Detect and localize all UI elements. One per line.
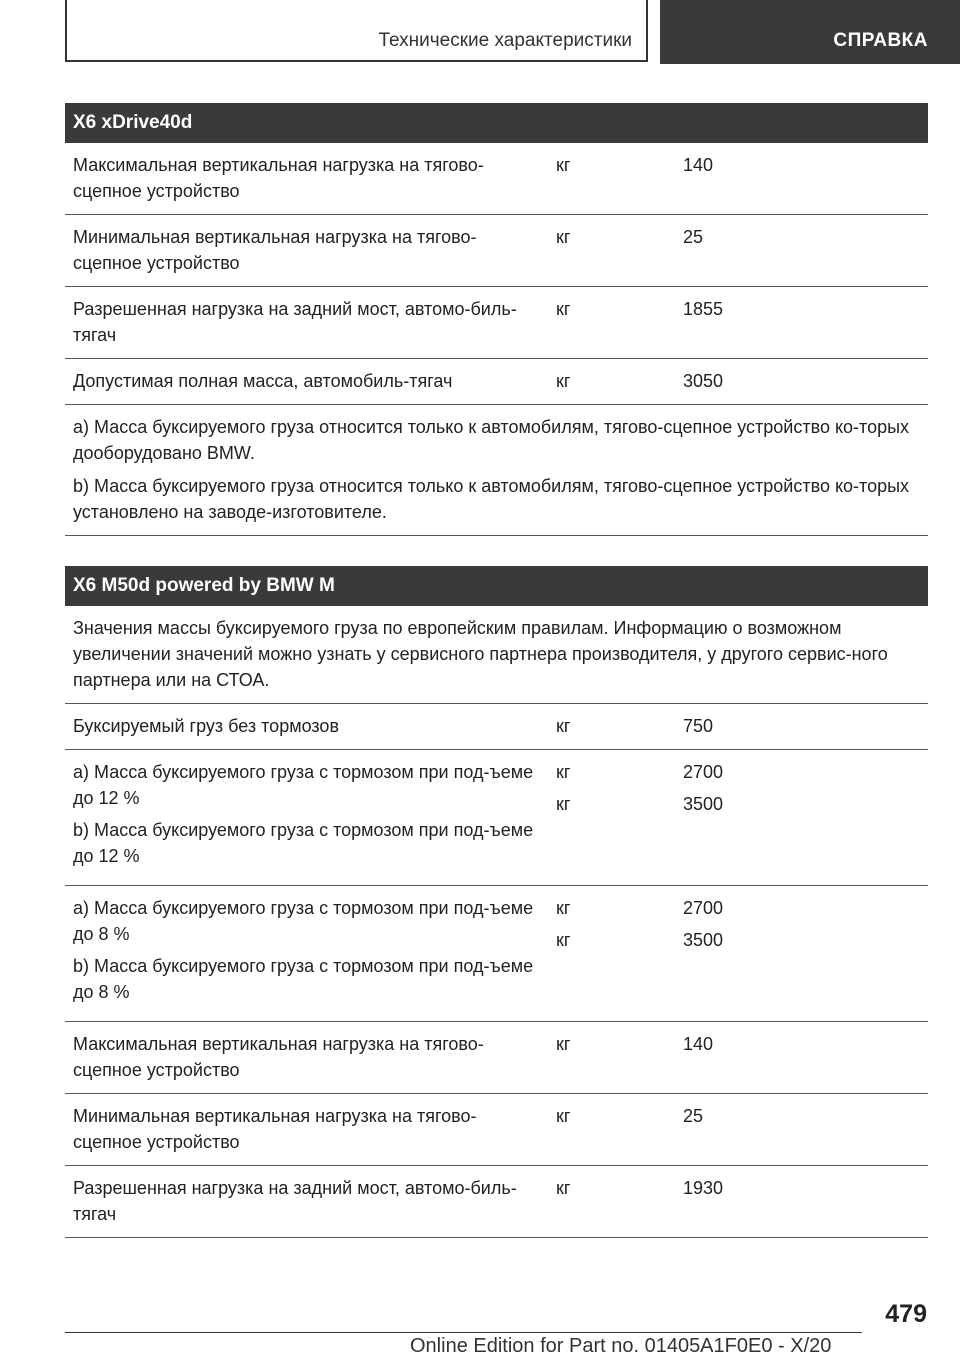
footnote-a: a) Масса буксируемого груза относится только к автомобилям, тягово-сцепное устройство ко-торых дооборудовано BMW. <box>73 417 910 463</box>
row-value: 25 <box>683 1106 704 1126</box>
row-unit-a: кг <box>556 762 571 782</box>
table-row <box>65 1094 928 1166</box>
row-label-a: a) Масса буксируемого груза с тормозом при под-ъеме до 8 % <box>73 898 534 944</box>
header-section-box <box>65 0 648 62</box>
row-unit: кг <box>556 716 571 736</box>
table-row <box>65 359 928 405</box>
row-value: 140 <box>683 155 714 175</box>
table-title: X6 M50d powered by BMW M <box>65 566 928 606</box>
row-value-a: 2700 <box>683 762 724 782</box>
table-row <box>65 215 928 287</box>
chapter-tab-label: СПРАВКА <box>833 30 928 51</box>
row-label: Разрешенная нагрузка на задний мост, автомо-биль-тягач <box>73 299 517 345</box>
row-label-b: b) Масса буксируемого груза с тормозом при под-ъеме до 12 % <box>73 820 534 866</box>
table-row <box>65 1166 928 1238</box>
row-unit-a: кг <box>556 898 571 918</box>
row-unit: кг <box>556 1034 571 1054</box>
footnote-b: b) Масса буксируемого груза относится только к автомобилям, тягово-сцепное устройство ко-торых установлено на заводе-изготовителе. <box>73 476 910 522</box>
row-value-a: 2700 <box>683 898 724 918</box>
row-value-b: 3500 <box>683 930 724 950</box>
row-label: Разрешенная нагрузка на задний мост, автомо-биль-тягач <box>73 1178 517 1224</box>
row-unit-b: кг <box>556 930 571 950</box>
row-label: Минимальная вертикальная нагрузка на тягово-сцепное устройство <box>73 227 477 273</box>
row-value: 1930 <box>683 1178 724 1198</box>
table-row <box>65 704 928 750</box>
row-label: Максимальная вертикальная нагрузка на тягово-сцепное устройство <box>73 155 484 201</box>
table-row <box>65 886 928 1022</box>
row-label: Буксируемый груз без тормозов <box>73 716 340 736</box>
row-label: Допустимая полная масса, автомобиль-тягач <box>73 371 453 391</box>
row-unit: кг <box>556 227 571 247</box>
row-value: 750 <box>683 716 714 736</box>
row-unit: кг <box>556 1106 571 1126</box>
row-unit: кг <box>556 155 571 175</box>
edition-text: Online Edition for Part no. 01405A1F0E0 - X/20 <box>410 1335 832 1357</box>
spec-table-x6-xdrive40d <box>65 103 928 536</box>
row-value: 1855 <box>683 299 724 319</box>
row-label: Минимальная вертикальная нагрузка на тягово-сцепное устройство <box>73 1106 477 1152</box>
page-content <box>65 103 928 1238</box>
table-row <box>65 1022 928 1094</box>
row-label-a: a) Масса буксируемого груза с тормозом при под-ъеме до 12 % <box>73 762 534 808</box>
table-intro <box>65 606 928 704</box>
table-row <box>65 750 928 886</box>
row-value-b: 3500 <box>683 794 724 814</box>
table-footnotes <box>65 405 928 536</box>
row-label: Максимальная вертикальная нагрузка на тягово-сцепное устройство <box>73 1034 484 1080</box>
row-unit: кг <box>556 1178 571 1198</box>
chapter-tab[interactable] <box>660 0 960 64</box>
row-unit: кг <box>556 371 571 391</box>
table-title: X6 xDrive40d <box>65 103 928 143</box>
row-label-b: b) Масса буксируемого груза с тормозом при под-ъеме до 8 % <box>73 956 534 1002</box>
table-row <box>65 287 928 359</box>
page-header <box>0 0 960 66</box>
row-unit-b: кг <box>556 794 571 814</box>
row-value: 140 <box>683 1034 714 1054</box>
row-unit: кг <box>556 299 571 319</box>
row-value: 25 <box>683 227 704 247</box>
intro-text: Значения массы буксируемого груза по европейским правилам. Информацию о возможном увеличении значений можно узнать у сервисного партнера производителя, у другого сервис-ного партнера или на СТОА. <box>73 618 888 690</box>
row-value: 3050 <box>683 371 724 391</box>
footer-divider <box>65 1332 862 1333</box>
spec-table-x6-m50d <box>65 566 928 1238</box>
page-number: 479 <box>885 1300 927 1328</box>
section-title: Технические характеристики <box>378 30 632 51</box>
table-row <box>65 143 928 215</box>
